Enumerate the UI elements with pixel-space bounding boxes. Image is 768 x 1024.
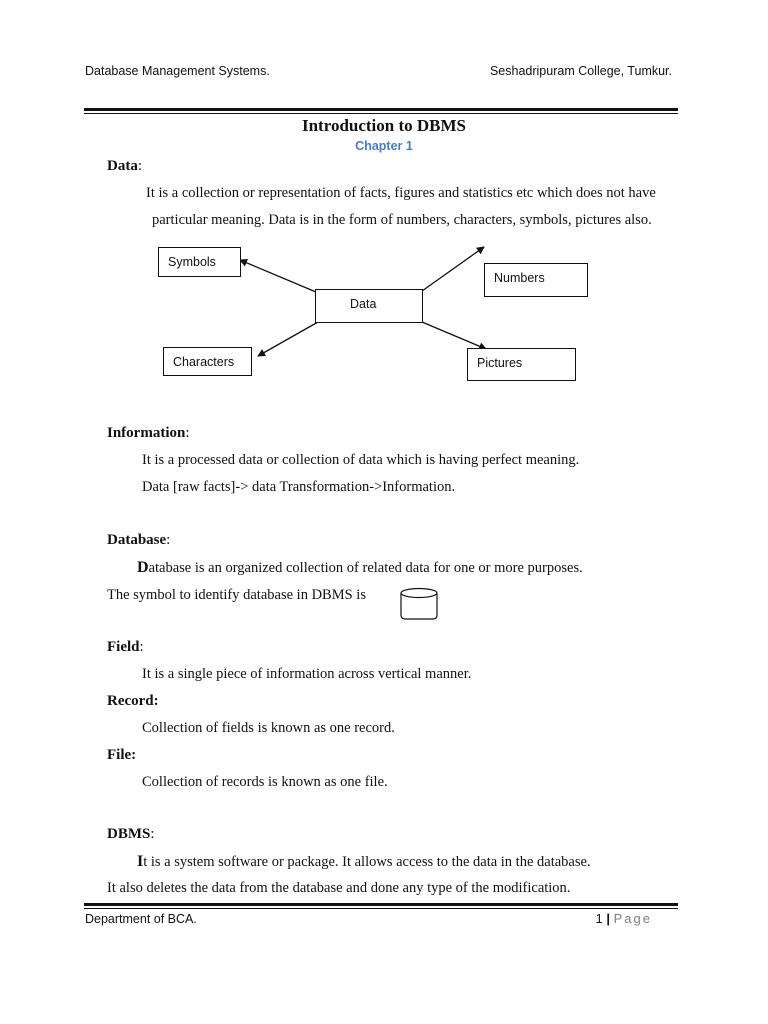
dbms-heading: DBMS: bbox=[107, 826, 155, 842]
field-heading: Field: bbox=[107, 639, 144, 655]
dbms-line-1: It is a system software or package. It allows access to the data in the database. bbox=[137, 853, 591, 870]
database-line-2: The symbol to identify database in DBMS is bbox=[107, 587, 366, 603]
diagram-box-data: Data bbox=[315, 289, 423, 323]
arrow-to-characters bbox=[258, 322, 318, 356]
data-line-2: particular meaning. Data is in the form of numbers, characters, symbols, pictures also. bbox=[152, 212, 652, 228]
arrow-to-symbols bbox=[240, 260, 316, 292]
dbms-line-2: It also deletes the data from the database and done any type of the modification. bbox=[107, 880, 571, 896]
arrow-to-pictures bbox=[422, 322, 486, 349]
footer-left: Department of BCA. bbox=[85, 912, 197, 926]
footer-rule-thin bbox=[84, 908, 678, 909]
diagram-box-symbols: Symbols bbox=[158, 247, 241, 277]
header-left: Database Management Systems. bbox=[85, 64, 270, 78]
database-heading: Database: bbox=[107, 532, 171, 548]
arrow-to-numbers bbox=[422, 247, 484, 291]
data-line-1: It is a collection or representation of facts, figures and statistics etc which does not have bbox=[146, 185, 656, 201]
file-line-1: Collection of records is known as one file. bbox=[142, 774, 388, 790]
information-line-1: It is a processed data or collection of data which is having perfect meaning. bbox=[142, 452, 580, 468]
header-right: Seshadripuram College, Tumkur. bbox=[489, 64, 672, 78]
page-title: Introduction to DBMS bbox=[301, 116, 467, 135]
chapter-label: Chapter 1 bbox=[355, 139, 413, 153]
diagram-box-characters: Characters bbox=[163, 347, 252, 376]
diagram-box-numbers: Numbers bbox=[484, 263, 588, 297]
database-cylinder-icon bbox=[399, 587, 439, 621]
file-heading: File: bbox=[107, 747, 137, 763]
field-line-1: It is a single piece of information across vertical manner. bbox=[142, 666, 472, 682]
record-heading: Record: bbox=[107, 693, 159, 709]
information-heading: Information: bbox=[107, 425, 190, 441]
footer-rule-thick bbox=[84, 903, 678, 906]
diagram-box-pictures: Pictures bbox=[467, 348, 576, 381]
database-line-1: Database is an organized collection of related data for one or more purposes. bbox=[137, 559, 583, 576]
record-line-1: Collection of fields is known as one record. bbox=[142, 720, 395, 736]
data-heading: Data: bbox=[107, 158, 142, 174]
information-line-2: Data [raw facts]-> data Transformation->Information. bbox=[142, 479, 456, 495]
page-number: 1 | Page bbox=[595, 911, 652, 926]
